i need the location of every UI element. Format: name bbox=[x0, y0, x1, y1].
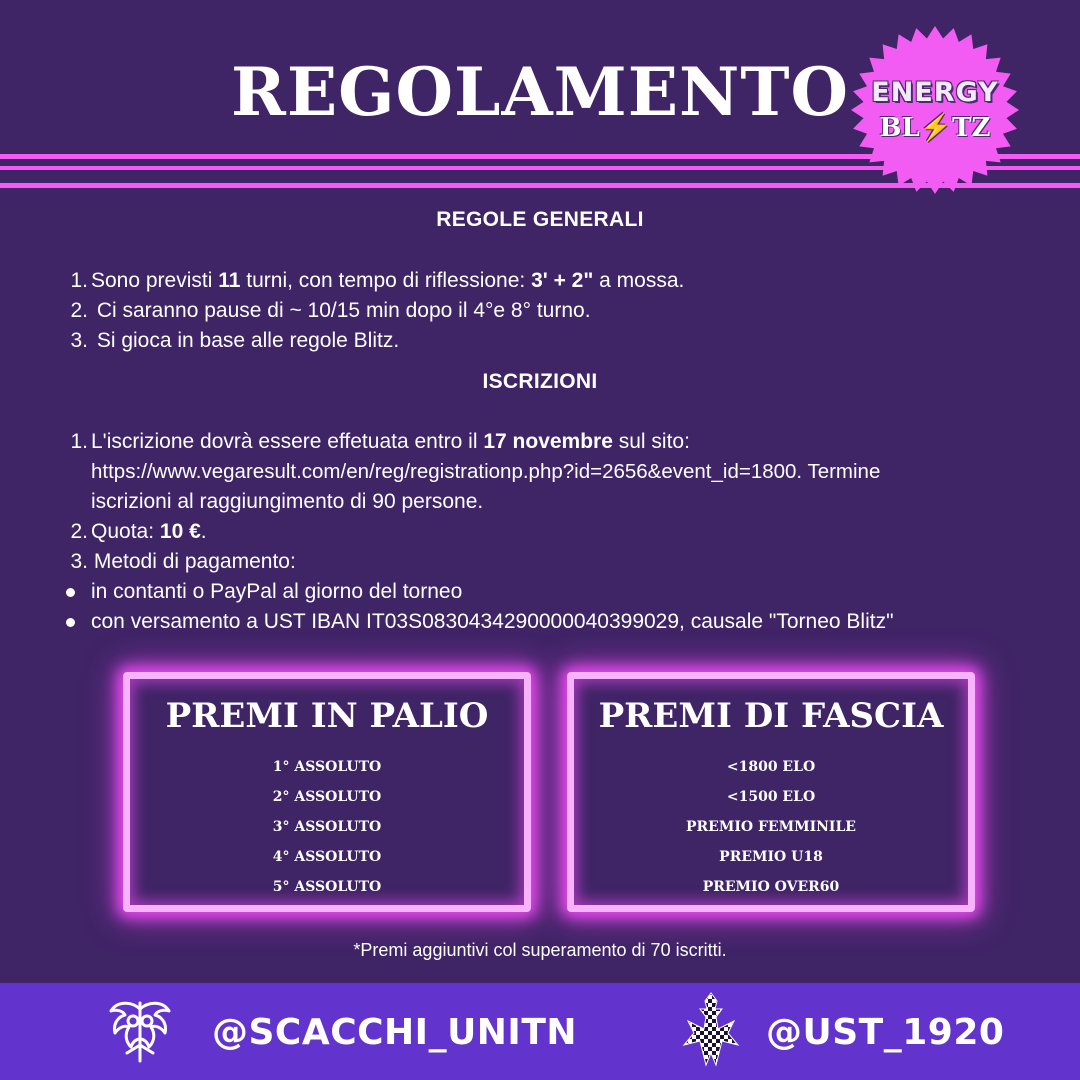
list-item: <1800 ELO bbox=[726, 759, 816, 775]
energy-blitz-badge bbox=[850, 25, 1020, 195]
bullet-icon bbox=[66, 588, 75, 597]
instagram-handle-ust[interactable]: @UST_1920 bbox=[766, 1012, 1005, 1053]
ust-chess-logo-icon bbox=[672, 987, 750, 1073]
item-text: turni, con tempo di riflessione: bbox=[240, 269, 532, 292]
time-control: 3' + 2" bbox=[531, 269, 594, 292]
list-item bbox=[0, 547, 1080, 577]
prize-box-title: PREMI IN PALIO bbox=[165, 696, 489, 736]
item-text: iscrizioni al raggiungimento di 90 persone. bbox=[91, 490, 484, 513]
prize-list bbox=[130, 752, 524, 902]
list-item bbox=[0, 427, 1080, 517]
item-text: Sono previsti bbox=[91, 269, 219, 292]
item-text: Si gioca in base alle regole Blitz. bbox=[91, 329, 400, 352]
item-number: 1. bbox=[70, 269, 88, 292]
prize-box-category bbox=[567, 672, 975, 912]
item-text: in contanti o PayPal al giorno del torneo bbox=[91, 580, 463, 603]
list-item: PREMIO U18 bbox=[719, 849, 823, 865]
list-item: 4° ASSOLUTO bbox=[272, 849, 382, 865]
list-item: 1° ASSOLUTO bbox=[272, 759, 382, 775]
bullet-icon bbox=[66, 618, 75, 627]
list-item: 2° ASSOLUTO bbox=[272, 789, 382, 805]
registration-url[interactable]: https://www.vegaresult.com/en/reg/registrationp.php?id=2656&event_id=1800. Termine bbox=[91, 460, 881, 483]
turns-count: 11 bbox=[218, 269, 241, 292]
item-text: Quota: bbox=[91, 520, 160, 543]
item-text: Metodi di pagamento: bbox=[88, 550, 296, 573]
item-text: a mossa. bbox=[593, 269, 685, 292]
deadline-date: 17 novembre bbox=[483, 430, 613, 453]
item-text: . bbox=[200, 520, 207, 543]
list-item: 5° ASSOLUTO bbox=[272, 879, 382, 895]
list-item: <1500 ELO bbox=[726, 789, 816, 805]
list-item bbox=[0, 296, 1080, 326]
item-text: Ci saranno pause di ~ 10/15 min dopo il 4°e 8° turno. bbox=[91, 299, 591, 322]
instagram-handle-unitn[interactable]: @SCACCHI_UNITN bbox=[212, 1012, 578, 1053]
prize-box-title: PREMI DI FASCIA bbox=[598, 696, 944, 736]
badge-line-1: ENERGY bbox=[871, 77, 999, 108]
footer-bar bbox=[0, 983, 1080, 1080]
item-number: 2. bbox=[70, 520, 88, 543]
registration-heading: ISCRIZIONI bbox=[482, 370, 598, 393]
unitn-eagle-logo-icon bbox=[103, 995, 177, 1069]
prize-box-main bbox=[123, 672, 531, 912]
general-rules-heading: REGOLE GENERALI bbox=[436, 208, 644, 231]
prize-list bbox=[574, 752, 968, 902]
page-title: REGOLAMENTO bbox=[231, 53, 849, 131]
list-item bbox=[0, 607, 1080, 637]
item-text: L'iscrizione dovrà essere effetuata entro il bbox=[91, 430, 484, 453]
list-item bbox=[0, 577, 1080, 607]
item-number: 2. bbox=[70, 299, 88, 322]
starburst-icon bbox=[850, 25, 1020, 195]
prize-note: *Premi aggiuntivi col superamento di 70 iscritti. bbox=[353, 940, 727, 960]
item-text: con versamento a UST IBAN IT03S0830434290000040399029, causale "Torneo Blitz" bbox=[91, 610, 894, 633]
fee-amount: 10 € bbox=[159, 520, 201, 543]
list-item: 3° ASSOLUTO bbox=[272, 819, 382, 835]
item-number: 1. bbox=[70, 430, 88, 453]
general-rules-list bbox=[0, 266, 1080, 356]
list-item bbox=[0, 266, 1080, 296]
item-text: sul sito: bbox=[612, 430, 690, 453]
list-item bbox=[0, 517, 1080, 547]
list-item: PREMIO FEMMINILE bbox=[686, 819, 856, 835]
list-item: PREMIO OVER60 bbox=[702, 879, 840, 895]
list-item bbox=[0, 326, 1080, 356]
registration-list bbox=[0, 427, 1080, 637]
item-number: 3. bbox=[70, 329, 88, 352]
badge-line-2: BL⚡TZ bbox=[879, 113, 991, 143]
item-number: 3. bbox=[70, 550, 88, 573]
